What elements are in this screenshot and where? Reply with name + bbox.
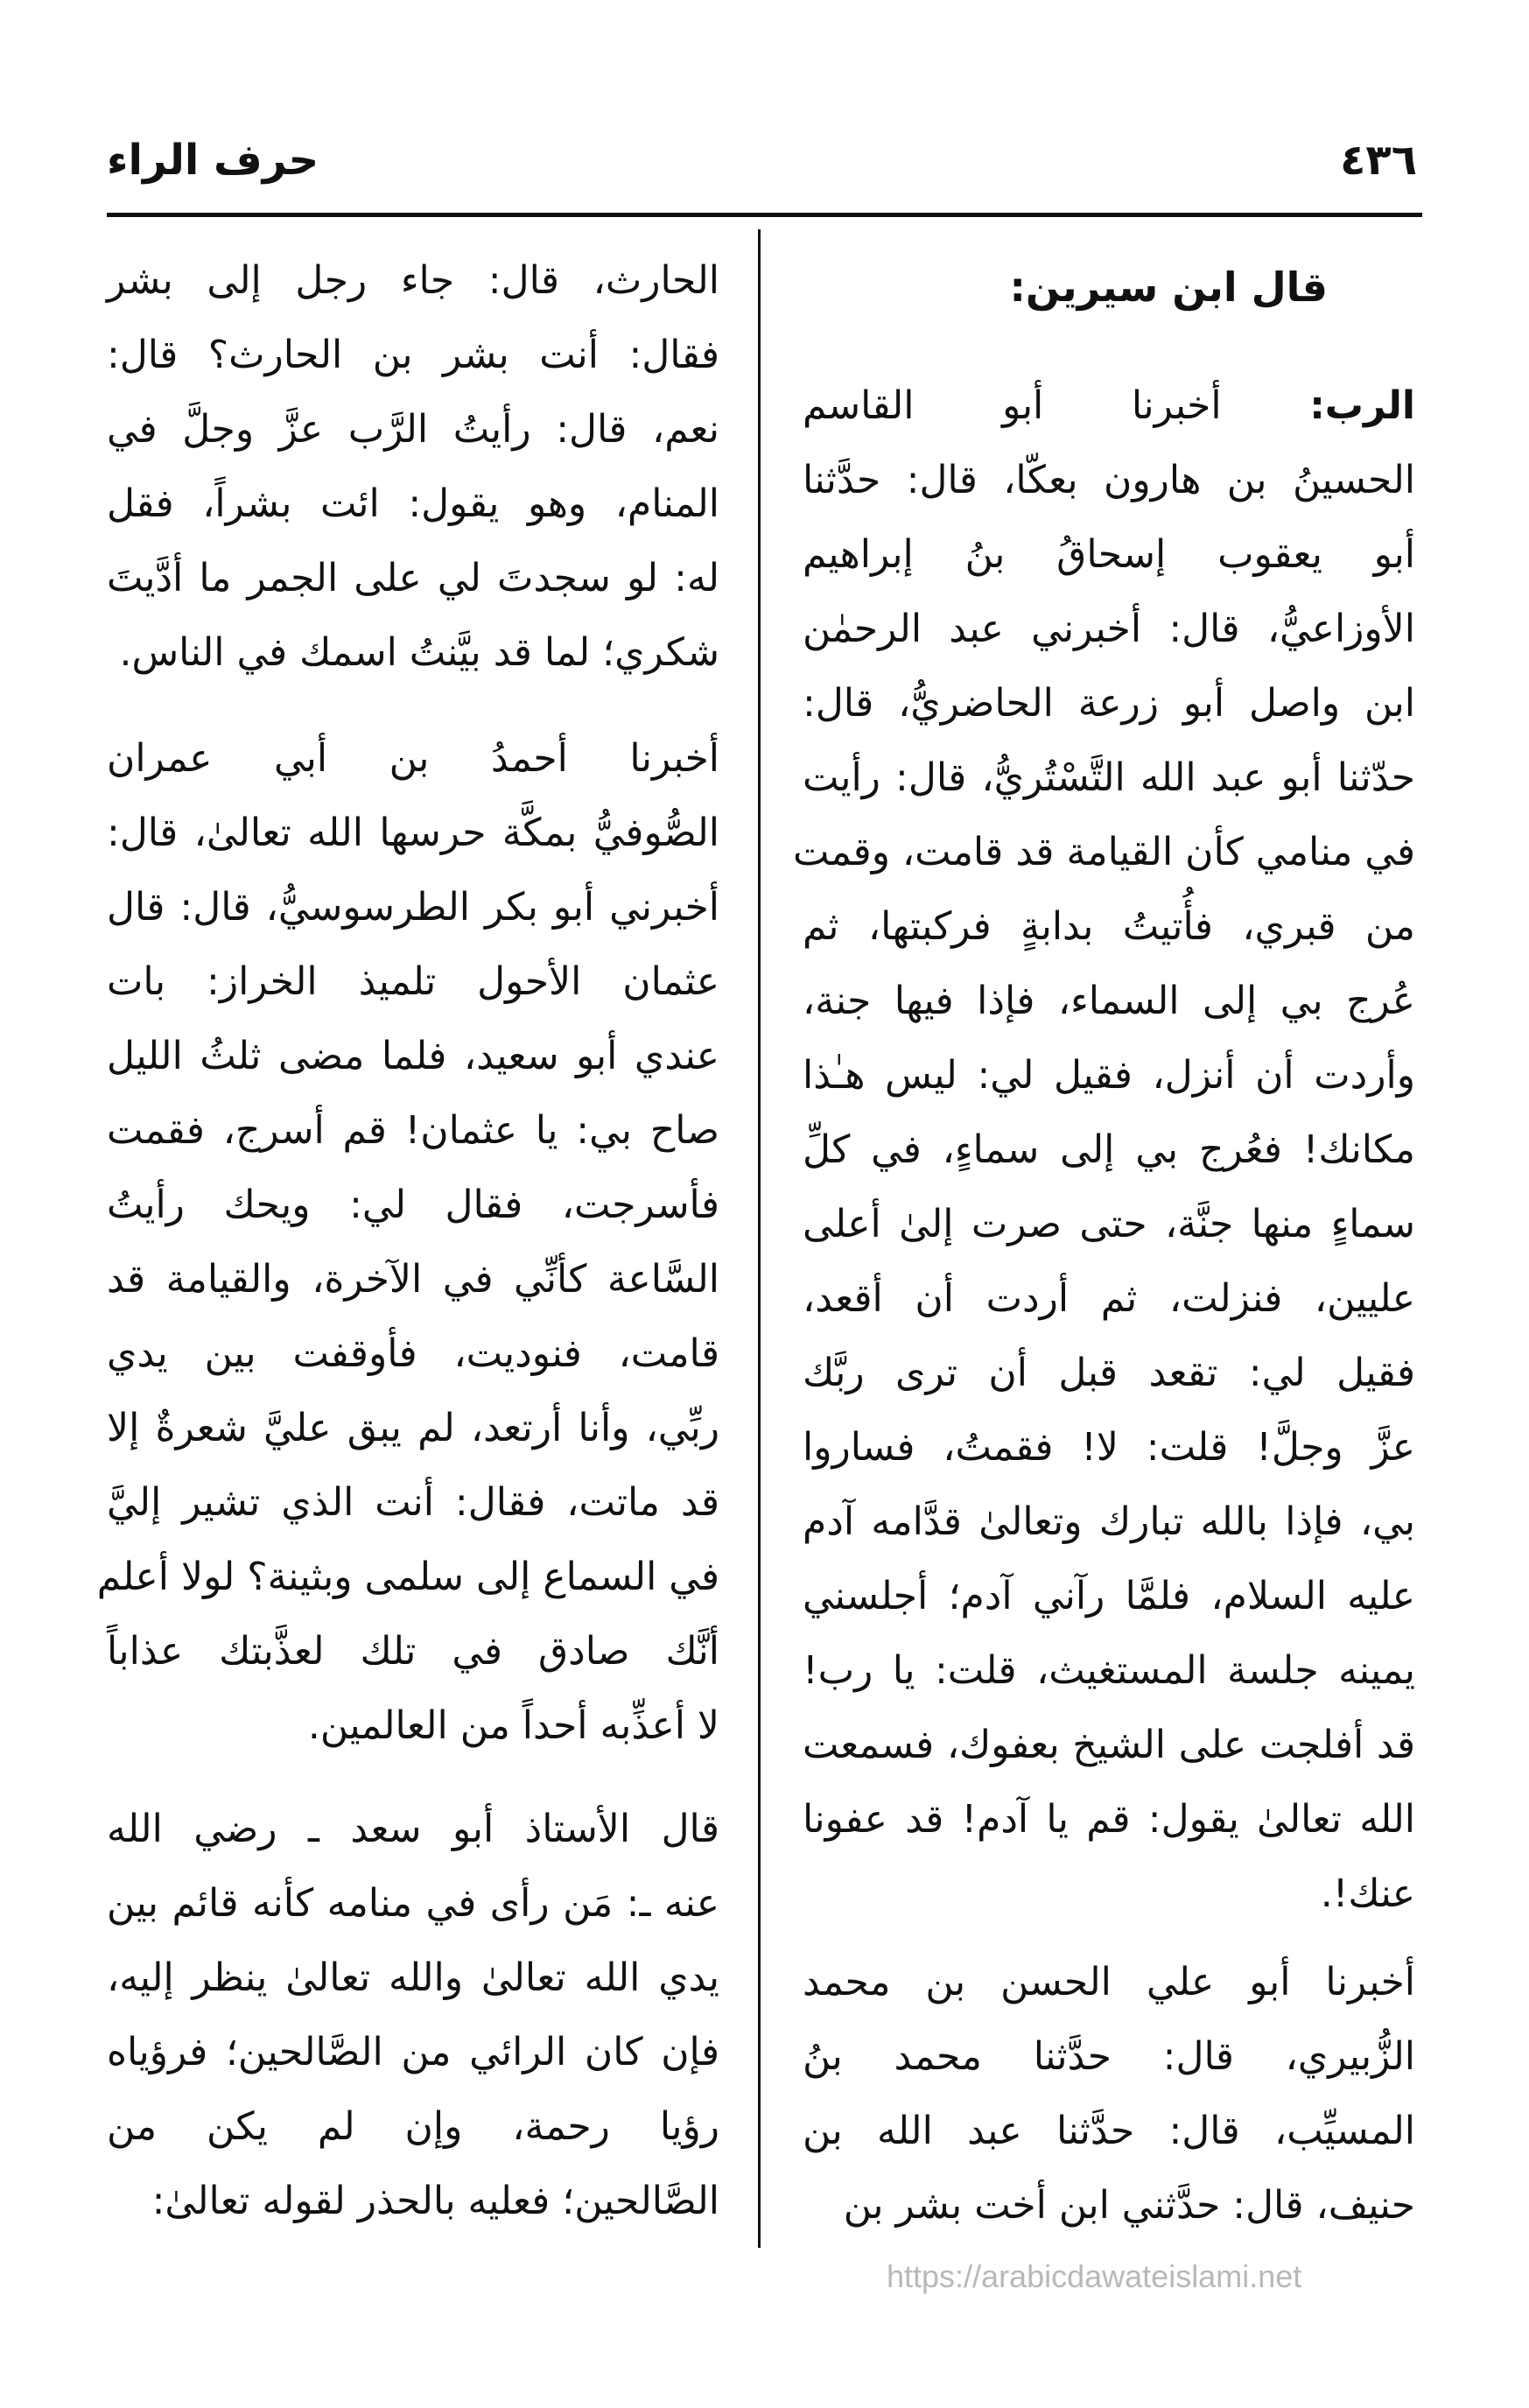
text-line: قامت، فنوديت، فأوقفت بين يدي [107,1331,719,1376]
text-line-content: أخبرنا أبو القاسم [803,383,1222,428]
text-line: عليين، فنزلت، ثم أردت أن أقعد، [803,1276,1415,1321]
paragraph [107,243,719,690]
text-line: لا أعذِّبه أحداً من العالمين. [307,1703,719,1748]
text-line: أخبرنا أحمدُ بن أبي عمران [107,736,719,781]
paragraph [803,1945,1415,2243]
text-line: المسيِّب، قال: حدَّثنا عبد الله بن [803,2109,1415,2153]
text-line: المنام، وهو يقول: ائت بشراً، فقل [107,481,719,526]
paragraph [107,1792,719,2238]
text-line: أنَّك صادق في تلك لعذَّبتك عذاباً [107,1629,719,1674]
text-line: عُرج بي إلى السماء، فإذا فيها جنة، [803,979,1415,1023]
paragraph [793,369,1415,1931]
text-line: فقال: أنت بشر بن الحارث؟ قال: [107,333,719,377]
text-line: الأوزاعيُّ، قال: أخبرني عبد الرحمٰن [803,607,1415,651]
paragraph [96,721,719,1763]
text-line: أخبرنا أبو علي الحسن بن محمد [803,1960,1415,2004]
text-line: عليه السلام، فلمَّا رآني آدم؛ أجلسني [803,1574,1415,1618]
text-line: في السماع إلى سلمى وبثينة؟ لولا أعلم [96,1555,719,1599]
text-line: عندي أبو سعيد، فلما مضى ثلثُ الليل [107,1034,719,1078]
page-number: ٤٣٦ [1340,136,1417,185]
text-line: فإن كان الرائي من الصَّالحين؛ فرؤياه [107,2030,719,2075]
text-line: بي، فإذا بالله تبارك وتعالىٰ قدَّامه آدم [803,1499,1415,1544]
text-line: عنك!. [1320,1871,1415,1916]
text-line: وأردت أن أنزل، فقيل لي: ليس هـٰذا [803,1053,1415,1098]
text-line: أبو يعقوب إسحاقُ بنُ إبراهيم [803,532,1415,577]
column-divider [758,229,761,2248]
text-line [803,369,1415,443]
text-line: له: لو سجدتَ لي على الجمر ما أدَّيتَ [107,556,719,600]
text-line: الله تعالىٰ يقول: قم يا آدم! قد عفونا [803,1797,1415,1842]
text-line: أخبرني أبو بكر الطرسوسيُّ، قال: قال [107,885,719,930]
text-line: شكري؛ لما قد بيَّنتُ اسمك في الناس. [119,630,719,675]
text-line: عثمان الأحول تلميذ الخراز: بات [107,959,719,1004]
text-line: قال الأستاذ أبو سعد ـ رضي الله [107,1807,719,1851]
entry-term: الرب: [1309,383,1415,428]
text-line: مكانك! فعُرج بي إلى سماءٍ، في كلِّ [803,1127,1415,1172]
text-line: يمينه جلسة المستغيث، قلت: يا رب! [803,1648,1415,1693]
text-line: حنيف، قال: حدَّثني ابن أخت بشر بن [843,2183,1415,2228]
text-line: في منامي كأن القيامة قد قامت، وقمت [793,830,1415,874]
text-line: قد أفلجت على الشيخ بعفوك، فسمعت [803,1723,1415,1767]
text-line: نعم، قال: رأيتُ الرَّب عزَّ وجلَّ في [107,407,719,452]
text-line: ربِّي، وأنا أرتعد، لم يبق عليَّ شعرةٌ إلا [107,1406,719,1450]
text-line: فقيل لي: تقعد قبل أن ترى ربَّك [803,1351,1415,1395]
text-line: الصُّوفيُّ بمكَّة حرسها الله تعالىٰ، قال: [107,811,719,855]
text-line: قد ماتت، فقال: أنت الذي تشير إليَّ [107,1480,719,1525]
text-line: الزُّبيري، قال: حدَّثنا محمد بنُ [803,2034,1415,2079]
text-line: السَّاعة كأنِّي في الآخرة، والقيامة قد [107,1257,719,1302]
text-line: الحارث، قال: جاء رجل إلى بشر [107,258,719,303]
text-line: فأسرجت، فقال لي: ويحك رأيتُ [107,1183,719,1227]
text-line: الحسينُ بن هارون بعكّا، قال: حدَّثنا [803,458,1415,502]
text-line: سماءٍ منها جنَّة، حتى صرت إلىٰ أعلى [803,1202,1415,1246]
text-line: ابن واصل أبو زرعة الحاضريُّ، قال: [803,681,1415,726]
watermark: https://arabicdawateislami.net [887,2258,1302,2294]
text-line: عنه ـ: مَن رأى في منامه كأنه قائم بين [107,1881,719,1926]
section-heading: قال ابن سيرين: [1009,263,1328,311]
text-line: يدي الله تعالىٰ والله تعالىٰ ينظر إليه، [107,1955,719,2000]
text-line: صاح بي: يا عثمان! قم أسرج، فقمت [107,1108,719,1153]
text-line: الصَّالحين؛ فعليه بالحذر لقوله تعالىٰ: [151,2179,719,2223]
text-line: حدّثنا أبو عبد الله التَّسْتُريُّ، قال: رأيت [803,755,1415,800]
text-line: عزَّ وجلَّ! قلت: لا! فقمتُ، فساروا [803,1425,1415,1470]
text-line: من قبري، فأُتيتُ بدابةٍ فركبتها، ثم [803,904,1415,949]
text-line: رؤيا رحمة، وإن لم يكن من [107,2104,719,2149]
running-title: حرف الراء [107,136,319,185]
header-rule [107,213,1422,217]
